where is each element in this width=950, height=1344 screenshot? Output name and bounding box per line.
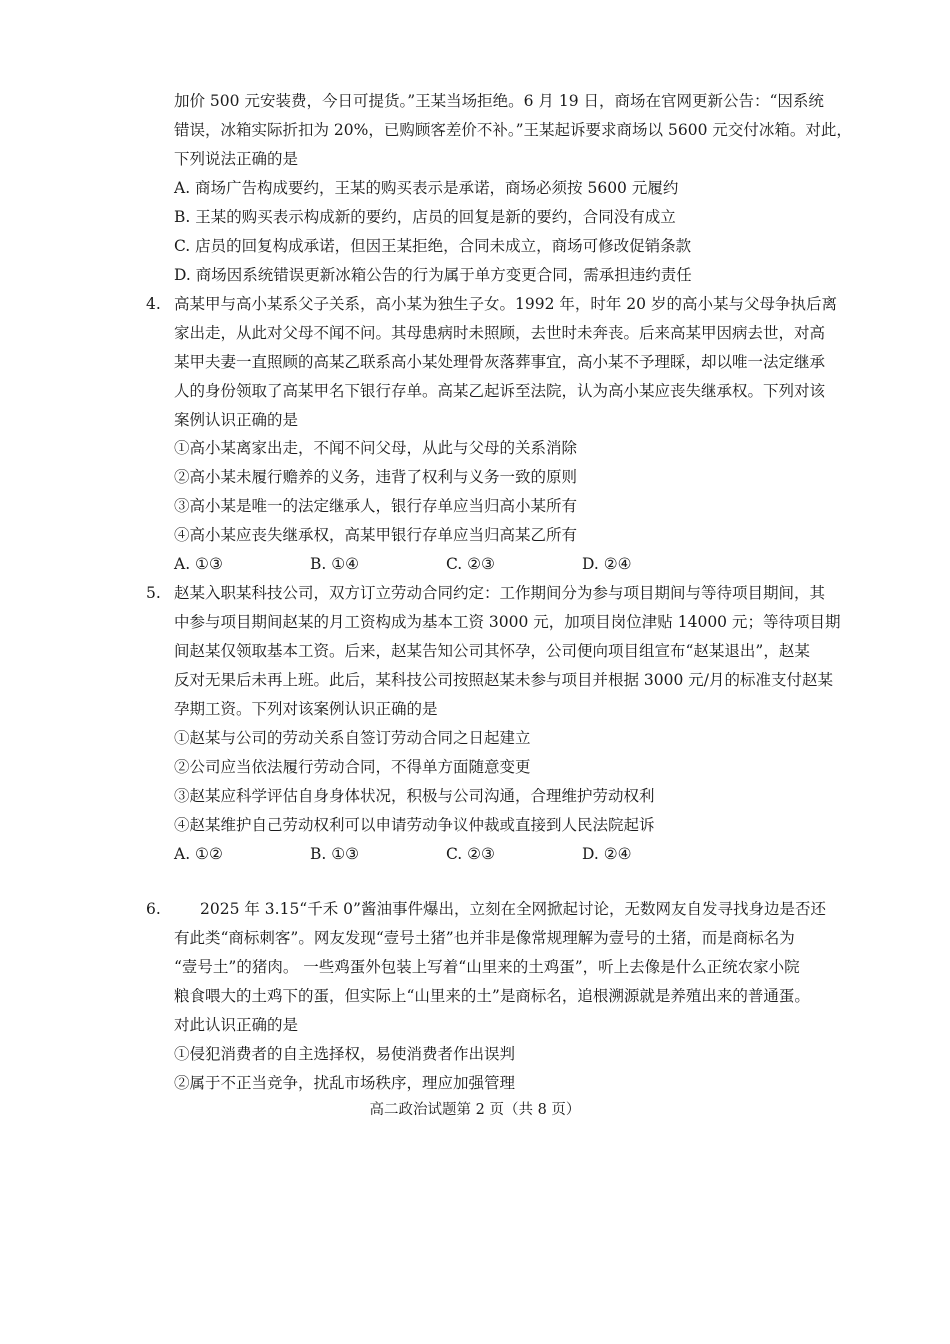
q4-statement-1: ①高小某离家出走，不闻不问父母，从此与父母的关系消除 xyxy=(174,439,578,457)
q5-statement-3: ③赵某应科学评估自身身体状况，积极与公司沟通，合理维护劳动权利 xyxy=(174,787,655,805)
q6-statement-2: ②属于不正当竞争，扰乱市场秩序，理应加强管理 xyxy=(174,1074,516,1092)
q5-choice-b: B. ①③ xyxy=(310,845,360,863)
q5-statement-1: ①赵某与公司的劳动关系自签订劳动合同之日起建立 xyxy=(174,729,531,747)
q5-choice-c: C. ②③ xyxy=(446,845,495,863)
q6-statement-1: ①侵犯消费者的自主选择权，易使消费者作出误判 xyxy=(174,1045,516,1063)
q4-choice-b: B. ①④ xyxy=(310,555,360,573)
q4-choice-d: D. ②④ xyxy=(582,555,632,573)
q5-line-1: 赵某入职某科技公司，双方订立劳动合同约定：工作期间分为参与项目期间与等待项目期间，其 xyxy=(174,584,826,602)
page-footer: 高二政治试题第 2 页（共 8 页） xyxy=(369,1102,581,1118)
q6-line-4: 粮食喂大的土鸡下的蛋，但实际上“山里来的土”是商标名，追根溯源就是养殖出来的普通蛋。 xyxy=(174,987,810,1005)
q3-line-3: 下列说法正确的是 xyxy=(174,150,299,168)
q4-line-3: 某甲夫妻一直照顾的高某乙联系高小某处理骨灰落葬事宜，高小某不予理睬，却以唯一法定继承 xyxy=(174,353,826,371)
q6-number: 6. xyxy=(146,900,161,918)
q3-line-1: 加价 500 元安装费，今日可提货。”王某当场拒绝。6 月 19 日，商场在官网更新公告：“因系统 xyxy=(174,92,824,110)
q6-line-3: “壹号土”的猪肉。 一些鸡蛋外包装上写着“山里来的土鸡蛋”，听上去像是什么正统农家小院 xyxy=(174,958,800,976)
q5-statement-2: ②公司应当依法履行劳动合同，不得单方面随意变更 xyxy=(174,758,531,776)
q4-line-1: 高某甲与高小某系父子关系，高小某为独生子女。1992 年，时年 20 岁的高小某与父母争执后离 xyxy=(174,295,837,313)
q4-statement-3: ③高小某是唯一的法定继承人，银行存单应当归高小某所有 xyxy=(174,497,578,515)
q5-line-5: 孕期工资。下列对该案例认识正确的是 xyxy=(174,700,438,718)
q5-choice-d: D. ②④ xyxy=(582,845,632,863)
q3-line-2: 错误，冰箱实际折扣为 20%，已购顾客差价不补。”王某起诉要求商场以 5600 元交付冰箱。对此， xyxy=(174,121,852,139)
q3-option-b: B. 王某的购买表示构成新的要约，店员的回复是新的要约，合同没有成立 xyxy=(174,208,676,226)
q4-line-4: 人的身份领取了高某甲名下银行存单。高某乙起诉至法院，认为高小某应丧失继承权。下列对该 xyxy=(174,382,826,400)
q5-line-2: 中参与项目期间赵某的月工资构成为基本工资 3000 元，加项目岗位津贴 14000 元；等待项目期 xyxy=(174,613,841,631)
q5-line-4: 反对无果后未再上班。此后，某科技公司按照赵某未参与项目并根据 3000 元/月的标准支付赵某 xyxy=(174,671,834,689)
q4-number: 4. xyxy=(146,295,161,313)
q4-line-5: 案例认识正确的是 xyxy=(174,411,299,429)
q4-statement-4: ④高小某应丧失继承权，高某甲银行存单应当归高某乙所有 xyxy=(174,526,578,544)
q4-choice-a: A. ①③ xyxy=(174,555,223,573)
q5-statement-4: ④赵某维护自己劳动权利可以申请劳动争议仲裁或直接到人民法院起诉 xyxy=(174,816,655,834)
q6-line-2: 有此类“商标刺客”。网友发现“壹号土猪”也并非是像常规理解为壹号的土猪，而是商标名为 xyxy=(174,929,795,947)
q4-statement-2: ②高小某未履行赡养的义务，违背了权利与义务一致的原则 xyxy=(174,468,578,486)
q6-line-5: 对此认识正确的是 xyxy=(174,1016,299,1034)
q3-option-d: D. 商场因系统错误更新冰箱公告的行为属于单方变更合同，需承担违约责任 xyxy=(174,266,692,284)
q5-choice-a: A. ①② xyxy=(174,845,223,863)
q6-line-1: 2025 年 3.15“千禾 0”酱油事件爆出，立刻在全网掀起讨论，无数网友自发寻找身边是否还 xyxy=(200,900,826,918)
q4-choice-c: C. ②③ xyxy=(446,555,495,573)
q3-option-a: A. 商场广告构成要约，王某的购买表示是承诺，商场必须按 5600 元履约 xyxy=(174,179,679,197)
q4-line-2: 家出走，从此对父母不闻不问。其母患病时未照顾，去世时未奔丧。后来高某甲因病去世，对高 xyxy=(174,324,826,342)
q5-line-3: 间赵某仅领取基本工资。后来，赵某告知公司其怀孕，公司便向项目组宣布“赵某退出”，赵某 xyxy=(174,642,810,660)
q3-option-c: C. 店员的回复构成承诺，但因王某拒绝，合同未成立，商场可修改促销条款 xyxy=(174,237,692,255)
q5-number: 5. xyxy=(146,584,161,602)
